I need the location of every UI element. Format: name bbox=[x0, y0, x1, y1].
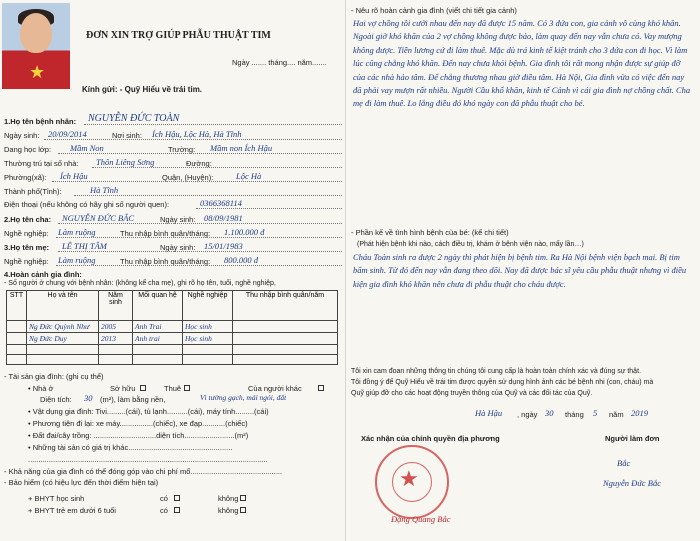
signing-month[interactable]: 5 bbox=[593, 408, 598, 418]
family-section-label: 4.Hoàn cảnh gia đình: bbox=[4, 270, 82, 279]
father-job[interactable]: Làm ruộng bbox=[58, 227, 96, 237]
table-row: Ng Đức Duy 2013 Anh trai Học sinh bbox=[7, 333, 338, 345]
father-dob[interactable]: 08/09/1981 bbox=[204, 213, 243, 223]
bhyt-student-no-checkbox[interactable] bbox=[240, 495, 246, 501]
patient-city[interactable]: Hà Tĩnh bbox=[90, 185, 119, 195]
patient-address[interactable]: Thôn Liêng Sơng bbox=[96, 157, 155, 167]
other-owner-checkbox[interactable] bbox=[318, 385, 324, 391]
patient-section-label: 1.Họ tên bệnh nhân: bbox=[4, 117, 77, 126]
patient-name[interactable]: NGUYỄN ĐỨC TOÀN bbox=[88, 113, 180, 124]
father-name[interactable]: NGUYỄN ĐỨC BẮC bbox=[62, 213, 135, 223]
bhyt-student-yes-checkbox[interactable] bbox=[174, 495, 180, 501]
mother-income[interactable]: 800.000 đ bbox=[224, 255, 258, 265]
assets-label: - Tài sản gia đình: (ghi cụ thể) bbox=[4, 372, 104, 381]
patient-class[interactable]: Mầm Non bbox=[70, 143, 104, 153]
father-income[interactable]: 1.100.000 đ bbox=[224, 227, 265, 237]
signing-year[interactable]: 2019 bbox=[631, 408, 648, 418]
right-column: - Nêu rõ hoàn cảnh gia đình (viết chi tiết gia cảnh) Hai vợ chồng tôi cưới nhau đến nay đã được 15 năm. Có 3 đứa con, gia cảnh vô cùng khó khăn. Ngoài giờ khó khăn của 2 vợ chồng không được bảo, làm quay đến nay vẫn chưa có. Vay mượng không được. Tiền lương cứ đi làm thuê. Mặc dù trá kinh tế kiệt tránh cho 3 đứa con đi học. Vì làm lúc cũng chẳng khó khăn. Đến nay chưa khỏi bệnh. Gia đình tôi rất mong nhận được sự giúp đỡ của các nhà hảo tâm. Để chẳng thương nhau giờ điều tâm. Hà Nội, Gia đình vừa có việc đến nay đã phải vay mượn rất nhiều. Người Cầu khổ khăn, kinh tế Cảnh vì cái gia đình nợ chồng chất. Cha mẹ đi làm thuê. Lo lắng điều đó khó ngày con đã phẫu thuật cho bé. - Phần kế về tình hình bệnh của bé: (kể chi tiết) (Phát hiện bệnh khi nào, cách điều trị, khám ở bệnh viện nào, mấy lần…) Cháu Toàn sinh ra được 2 ngày thì phát hiện bị bệnh tim. Ra Hà Nội bệnh viện bạch mai. Bị tim bẩm sinh. Từ đó đến nay vẫn đang theo dõi. Nay đã được bác sĩ yêu cầu phẫu thuật nhưng vì điều kiện gia đình khó khăn nên chưa đi phẫu thuật cho cháu được. Tôi xin cam đoan những thông tin chúng tôi cung cấp là hoàn toàn chính xác và đúng sự thật. Tôi đồng ý để Quỹ Hiểu về trái tim được quyền sử dụng hình ảnh các bé bệnh nhi (con, cháu) mà Quỹ giúp đỡ cho các hoạt động truyền thông của Quỹ và các đối tác của Quỹ. Hà Hậu , ngày 30 tháng 5 năm 2019 Xác nhận của chính quyền địa phương Người làm đơn ★ Đặng Quang Bắc Bắc Nguyễn Đức Bắc bbox=[347, 0, 700, 541]
table-row bbox=[7, 345, 338, 355]
left-column: ★ ĐƠN XIN TRỢ GIÚP PHẪU THUẬT TIM Ngày ....... tháng.... năm....... Kính gửi: - Quỹ Hiểu về trái tim. 1.Họ tên bệnh nhân: NGUYỄN ĐỨC TOÀN Ngày sinh: 20/09/2014 Nơi sinh: Ích Hậu, Lộc Hà, Hà Tĩnh Dang học lớp: Mầm Non Trường: Mầm non Ích Hậu Thường trú tại số nhà: Thôn Liêng Sơng Đường: Phường(xã): Ích Hậu Quận, (Huyện): Lộc Hà Thành phố(Tỉnh): Hà Tĩnh Điện thoại (nếu không có hãy ghi số người quen): 0366368114 2.Họ tên cha: NGUYỄN ĐỨC BẮC Ngày sinh: 08/09/1981 Nghề nghiệp: Làm ruộng Thu nhập bình quân/tháng: 1.100.000 đ 3.Họ tên mẹ: LÊ THỊ TÂM Ngày sinh: 15/01/1983 Nghề nghiệp: Làm ruộng Thu nhập bình quân/tháng: 800.000 đ 4.Hoàn cảnh gia đình: - Số người ở chung với bệnh nhân: (không kể cha mẹ), ghi rõ họ tên, tuổi, nghề nghiệp, STT Họ và tên Năm sinh Mối quan hệ Nghề nghiệp Thu nhập bình quân/năm Ng Đức Quỳnh Như 2005 Anh Trai Học sinh Ng Đức Duy 2013 Anh trai Học sinh - Tài sản gia đình: (ghi cụ thể) • Nhà ở Sở hữu Thuê Của người khác Diện tích: 30 (m²), làm bằng nền, Vì tường gạch, mái ngói, đất • Vật dụng gia đình: Tivi.........(cái), tủ lạnh..........(cái), máy tính.........(cái) • Phương tiện đi lại: xe máy................(chiếc), xe đạp...........(chiếc) • Đất đai/cây trồng: ..............................diện tích........................(m²) • Những tài sản có giá trị khác.................................................. ................................................................................................................... - Khả năng của gia đình có thể đóng góp vào chi phí mổ............................................ - Bảo hiểm (có hiệu lực đến thời điểm hiện tại) + BHYT học sinh có không + BHYT trẻ em dưới 6 tuổi có không bbox=[0, 0, 346, 541]
patient-phone[interactable]: 0366368114 bbox=[200, 198, 242, 208]
table-row: Ng Đức Quỳnh Như 2005 Anh Trai Học sinh bbox=[7, 321, 338, 333]
patient-district[interactable]: Lộc Hà bbox=[236, 171, 262, 181]
house-material[interactable]: Vì tường gạch, mái ngói, đất bbox=[200, 393, 287, 402]
table-header-row: STT Họ và tên Năm sinh Mối quan hệ Nghề nghiệp Thu nhập bình quân/năm bbox=[7, 291, 338, 321]
applicant-label: Người làm đơn bbox=[605, 434, 660, 443]
recipient: Kính gửi: - Quỹ Hiểu về trái tim. bbox=[82, 85, 203, 94]
mother-section-label: 3.Họ tên mẹ: bbox=[4, 243, 50, 252]
bhyt-child-yes-checkbox[interactable] bbox=[174, 507, 180, 513]
circumstances-text[interactable]: Hai vợ chồng tôi cưới nhau đến nay đã được 15 năm. Có 3 đứa con, gia cảnh vô cùng khó khăn. Ngoài giờ khó khăn của 2 vợ chồng không được bảo, làm quay đến nay vẫn chưa có. Vay mượng không được. Tiền lương cứ đi làm thuê. Mặc dù trá kinh tế kiệt tránh cho 3 đứa con đi học. Vì làm lúc cũng chẳng khó khăn. Đến nay chưa khỏi bệnh. Gia đình tôi rất mong nhận được sự giúp đỡ của các nhà hảo tâm. Để chẳng thương nhau giờ điều tâm. Hà Nội, Gia đình vừa có việc đến nay đã phải vay mượn rất nhiều. Người Cầu khổ khăn, kinh tế Cảnh vì cái gia đình nợ chồng chất. Cha mẹ đi làm thuê. Lo lắng điều đó khó ngày con đã phẫu thuật cho bé. bbox=[353, 18, 691, 109]
circumstances-label: - Nêu rõ hoàn cảnh gia đình (viết chi tiết gia cảnh) bbox=[351, 6, 517, 15]
medical-text[interactable]: Cháu Toàn sinh ra được 2 ngày thì phát hiện bị bệnh tim. Ra Hà Nội bệnh viện bạch mai. Bị tim bẩm sinh. Từ đó đến nay vẫn đang theo dõi. Nay đã được bác sĩ yêu cầu phẫu thuật nhưng vì điều kiện gia đình khó khăn nên chưa đi phẫu thuật cho cháu được. bbox=[353, 252, 687, 289]
medical-hint: (Phát hiện bệnh khi nào, cách điều trị, khám ở bệnh viện nào, mấy lần…) bbox=[357, 241, 584, 248]
mother-dob[interactable]: 15/01/1983 bbox=[204, 241, 243, 251]
local-authority-label: Xác nhận của chính quyền địa phương bbox=[361, 434, 500, 443]
form-title: ĐƠN XIN TRỢ GIÚP PHẪU THUẬT TIM bbox=[86, 30, 271, 41]
family-members-table bbox=[6, 290, 338, 365]
patient-pob[interactable]: Ích Hậu, Lộc Hà, Hà Tĩnh bbox=[152, 129, 242, 139]
patient-school[interactable]: Mầm non Ích Hậu bbox=[210, 143, 273, 153]
patient-ward[interactable]: Ích Hậu bbox=[60, 171, 88, 181]
applicant-signature: Bắc bbox=[617, 458, 631, 468]
bhyt-child-no-checkbox[interactable] bbox=[240, 507, 246, 513]
mother-name[interactable]: LÊ THỊ TÂM bbox=[62, 241, 107, 251]
flag-star-icon: ★ bbox=[29, 62, 46, 82]
stamp-star-icon: ★ bbox=[399, 466, 419, 491]
authority-signature-name: Đặng Quang Bắc bbox=[391, 514, 451, 524]
mother-job[interactable]: Làm ruộng bbox=[58, 255, 96, 265]
signing-place[interactable]: Hà Hậu bbox=[475, 408, 503, 418]
patient-dob[interactable]: 20/09/2014 bbox=[48, 129, 87, 139]
official-stamp bbox=[375, 445, 449, 519]
applicant-signature-name: Nguyễn Đức Bắc bbox=[603, 478, 661, 488]
signing-day[interactable]: 30 bbox=[545, 408, 554, 418]
owned-checkbox[interactable] bbox=[140, 385, 146, 391]
medical-label: - Phần kế về tình hình bệnh của bé: (kể chi tiết) bbox=[351, 228, 509, 237]
father-section-label: 2.Họ tên cha: bbox=[4, 215, 52, 224]
form-date-line: Ngày ....... tháng.... năm....... bbox=[232, 58, 327, 67]
rented-checkbox[interactable] bbox=[184, 385, 190, 391]
patient-photo bbox=[2, 3, 70, 89]
house-area[interactable]: 30 bbox=[84, 393, 93, 403]
table-row bbox=[7, 355, 338, 365]
